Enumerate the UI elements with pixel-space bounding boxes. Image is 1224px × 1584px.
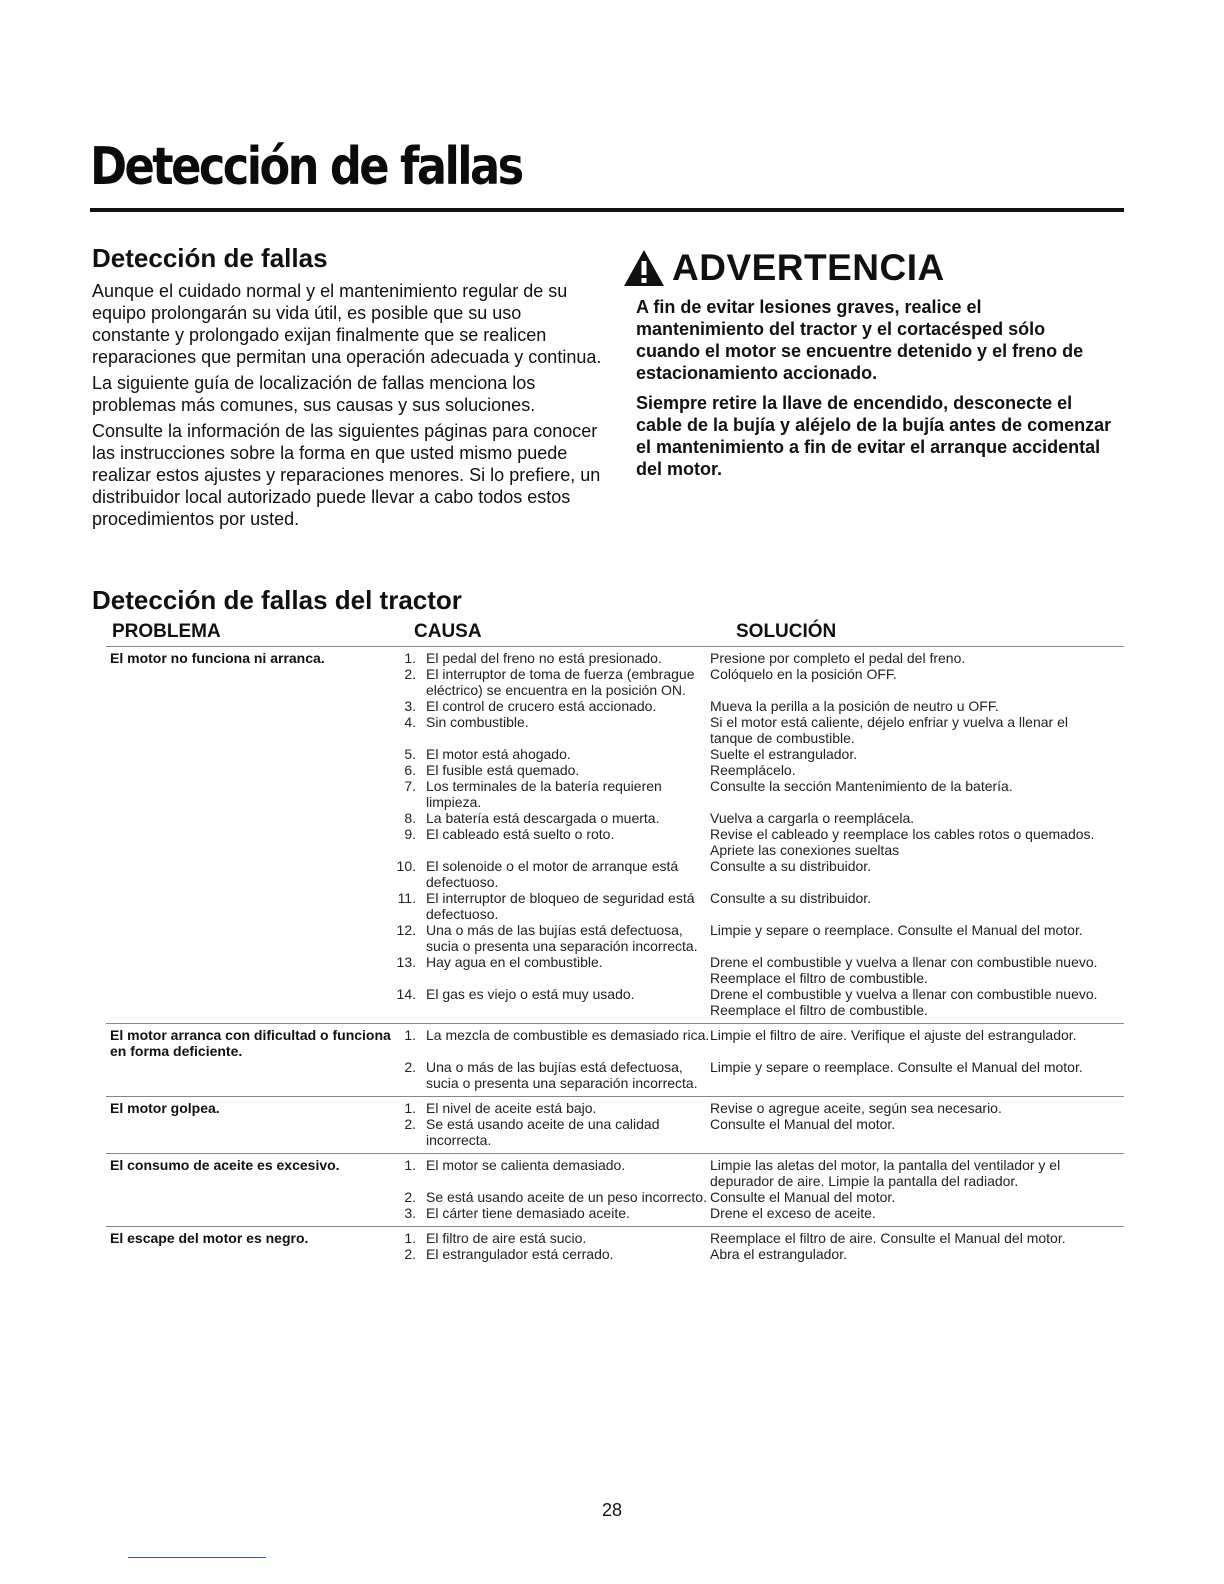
problem-group bbox=[106, 1153, 1124, 1226]
cause-number: 14. bbox=[396, 986, 416, 1002]
warning-header bbox=[622, 246, 1112, 290]
page-number: 28 bbox=[601, 1500, 623, 1520]
cause-number: 5. bbox=[404, 746, 416, 762]
cause-number: 2. bbox=[404, 1189, 416, 1205]
solution-cell: Consulte el Manual del motor. bbox=[710, 1116, 896, 1132]
cause-number: 3. bbox=[404, 698, 416, 714]
solution-cell: Drene el exceso de aceite. bbox=[710, 1205, 876, 1221]
cause-number: 3. bbox=[404, 1205, 416, 1221]
cause-cell: El motor se calienta demasiado. bbox=[426, 1157, 626, 1173]
footer-line bbox=[128, 1557, 266, 1558]
problem-cell bbox=[106, 1189, 392, 1205]
column-header-cause: CAUSA bbox=[414, 621, 482, 642]
cause-number: 1. bbox=[404, 1027, 416, 1043]
cause-number: 10. bbox=[396, 858, 416, 874]
solution-cell: Revise el cableado y reemplace los cables rotos o quemados. Apriete las conexiones sueltas bbox=[710, 826, 1095, 858]
solution-cell: Limpie y separe o reemplace. Consulte el Manual del motor. bbox=[710, 1059, 1083, 1075]
problem-cell bbox=[106, 698, 392, 714]
solution-cell: Presione por completo el pedal del freno. bbox=[710, 650, 966, 666]
cause-cell: El pedal del freno no está presionado. bbox=[426, 650, 662, 666]
solution-cell: Colóquelo en la posición OFF. bbox=[710, 666, 897, 682]
cause-cell: El solenoide o el motor de arranque está defectuoso. bbox=[426, 858, 679, 890]
problem-group bbox=[106, 1226, 1124, 1267]
table-row bbox=[106, 810, 1124, 826]
cause-number: 2. bbox=[404, 1059, 416, 1075]
table-row bbox=[106, 1205, 1124, 1221]
warning-paragraph: Siempre retire la llave de encendido, desconecte el cable de la bujía y aléjelo de la bujía antes de comenzar el mantenimiento a fin de evitar el arranque accidental del motor. bbox=[636, 393, 1112, 479]
problem-cell: El motor golpea. bbox=[110, 1100, 220, 1116]
cause-number: 1. bbox=[404, 1230, 416, 1246]
solution-cell: Drene el combustible y vuelva a llenar con combustible nuevo. Reemplace el filtro de combustible. bbox=[710, 954, 1098, 986]
problem-cell: El consumo de aceite es excesivo. bbox=[110, 1157, 340, 1173]
troubleshooting-table bbox=[106, 646, 1124, 1267]
cause-number: 12. bbox=[396, 922, 416, 938]
problem-group bbox=[106, 1096, 1124, 1153]
cause-cell: Se está usando aceite de un peso incorrecto. bbox=[426, 1189, 707, 1205]
cause-cell: El nivel de aceite está bajo. bbox=[426, 1100, 597, 1116]
solution-cell: Consulte a su distribuidor. bbox=[710, 858, 872, 874]
warning-box bbox=[622, 246, 1112, 488]
table-row bbox=[106, 666, 1124, 698]
problem-cell bbox=[106, 826, 392, 858]
solution-cell: Si el motor está caliente, déjelo enfriar y vuelva a llenar el tanque de combustible. bbox=[710, 714, 1068, 746]
cause-cell: La mezcla de combustible es demasiado rica. bbox=[426, 1027, 710, 1043]
problem-cell bbox=[106, 954, 392, 986]
column-header-problem: PROBLEMA bbox=[112, 621, 221, 642]
solution-cell: Revise o agregue aceite, según sea necesario. bbox=[710, 1100, 1002, 1116]
cause-cell: Una o más de las bujías está defectuosa, sucia o presenta una separación incorrecta. bbox=[426, 1059, 698, 1091]
intro-paragraph: Aunque el cuidado normal y el mantenimiento regular de su equipo prolongarán su vida útil, es posible que su uso constante y prolongado exijan finalmente que se realicen reparaciones que permitan una operación adecuada y continua. bbox=[92, 281, 602, 367]
cause-cell: Hay agua en el combustible. bbox=[426, 954, 603, 970]
table-row bbox=[106, 954, 1124, 986]
solution-cell: Suelte el estrangulador. bbox=[710, 746, 858, 762]
problem-cell: El motor arranca con dificultad o funciona en forma deficiente. bbox=[110, 1027, 391, 1059]
problem-cell bbox=[106, 746, 392, 762]
cause-cell: El interruptor de toma de fuerza (embrague eléctrico) se encuentra en la posición ON. bbox=[426, 666, 695, 698]
cause-number: 8. bbox=[404, 810, 416, 826]
cause-cell: El interruptor de bloqueo de seguridad está defectuoso. bbox=[426, 890, 695, 922]
cause-number: 6. bbox=[404, 762, 416, 778]
cause-cell: El filtro de aire está sucio. bbox=[426, 1230, 587, 1246]
intro-section bbox=[92, 242, 604, 534]
problem-group bbox=[106, 1023, 1124, 1096]
cause-cell: Se está usando aceite de una calidad incorrecta. bbox=[426, 1116, 660, 1148]
problem-cell: El escape del motor es negro. bbox=[110, 1230, 309, 1246]
cause-number: 11. bbox=[397, 890, 416, 906]
table-row bbox=[106, 762, 1124, 778]
problem-group bbox=[106, 646, 1124, 1023]
problem-cell bbox=[106, 1116, 392, 1148]
table-row bbox=[106, 746, 1124, 762]
cause-cell: El cárter tiene demasiado aceite. bbox=[426, 1205, 630, 1221]
table-row bbox=[106, 1059, 1124, 1091]
cause-number: 2. bbox=[404, 666, 416, 682]
problem-cell bbox=[106, 890, 392, 922]
cause-cell: Los terminales de la batería requieren limpieza. bbox=[426, 778, 662, 810]
problem-cell bbox=[106, 1205, 392, 1221]
column-header-solution: SOLUCIÓN bbox=[736, 621, 837, 642]
solution-cell: Consulte la sección Mantenimiento de la batería. bbox=[710, 778, 1013, 794]
table-row bbox=[106, 1100, 1124, 1116]
table-row bbox=[106, 1246, 1124, 1262]
solution-cell: Consulte el Manual del motor. bbox=[710, 1189, 896, 1205]
table-row bbox=[106, 1230, 1124, 1246]
title-rule bbox=[90, 208, 1124, 212]
problem-cell bbox=[106, 778, 392, 810]
solution-cell: Drene el combustible y vuelva a llenar con combustible nuevo. Reemplace el filtro de combustible. bbox=[710, 986, 1098, 1018]
problem-cell bbox=[106, 922, 392, 954]
cause-cell: El motor está ahogado. bbox=[426, 746, 571, 762]
table-row bbox=[106, 986, 1124, 1018]
intro-heading: Detección de fallas bbox=[92, 243, 328, 273]
table-row bbox=[106, 650, 1124, 666]
problem-cell bbox=[106, 1059, 392, 1091]
cause-number: 4. bbox=[404, 714, 416, 730]
solution-cell: Vuelva a cargarla o reemplácela. bbox=[710, 810, 915, 826]
cause-number: 1. bbox=[404, 650, 416, 666]
cause-cell: El control de crucero está accionado. bbox=[426, 698, 657, 714]
solution-cell: Consulte a su distribuidor. bbox=[710, 890, 872, 906]
problem-cell bbox=[106, 1246, 392, 1262]
solution-cell: Limpie y separe o reemplace. Consulte el Manual del motor. bbox=[710, 922, 1083, 938]
table-row bbox=[106, 1116, 1124, 1148]
table-row bbox=[106, 858, 1124, 890]
cause-cell: El estrangulador está cerrado. bbox=[426, 1246, 614, 1262]
warning-paragraph: A fin de evitar lesiones graves, realice el mantenimiento del tractor y el cortacésped sólo cuando el motor se encuentre detenido y el freno de estacionamiento accionado. bbox=[636, 297, 1084, 383]
solution-cell: Mueva la perilla a la posición de neutro u OFF. bbox=[710, 698, 999, 714]
problem-cell bbox=[106, 714, 392, 746]
solution-cell: Limpie el filtro de aire. Verifique el ajuste del estrangulador. bbox=[710, 1027, 1077, 1043]
intro-paragraph: La siguiente guía de localización de fallas menciona los problemas más comunes, sus causas y sus soluciones. bbox=[92, 373, 536, 415]
cause-cell: Una o más de las bujías está defectuosa, sucia o presenta una separación incorrecta. bbox=[426, 922, 698, 954]
cause-cell: El cableado está suelto o roto. bbox=[426, 826, 615, 842]
cause-cell: Sin combustible. bbox=[426, 714, 529, 730]
cause-number: 7. bbox=[404, 778, 416, 794]
problem-cell bbox=[106, 762, 392, 778]
solution-cell: Limpie las aletas del motor, la pantalla del ventilador y el depurador de aire. Limpie la pantalla del radiador. bbox=[710, 1157, 1061, 1189]
table-row bbox=[106, 890, 1124, 922]
problem-cell bbox=[106, 810, 392, 826]
page-title: Detección de fallas bbox=[90, 137, 522, 197]
problem-cell bbox=[106, 986, 392, 1018]
table-title: Detección de fallas del tractor bbox=[92, 585, 462, 615]
warning-heading: ADVERTENCIA bbox=[672, 247, 945, 288]
cause-number: 2. bbox=[404, 1246, 416, 1262]
table-row bbox=[106, 826, 1124, 858]
solution-cell: Reemplace el filtro de aire. Consulte el Manual del motor. bbox=[710, 1230, 1066, 1246]
table-row bbox=[106, 1189, 1124, 1205]
cause-number: 1. bbox=[404, 1157, 416, 1173]
cause-cell: La batería está descargada o muerta. bbox=[426, 810, 660, 826]
table-row bbox=[106, 714, 1124, 746]
table-row bbox=[106, 1027, 1124, 1059]
solution-cell: Reemplácelo. bbox=[710, 762, 796, 778]
cause-cell: El gas es viejo o está muy usado. bbox=[426, 986, 635, 1002]
table-row bbox=[106, 1157, 1124, 1189]
cause-cell: El fusible está quemado. bbox=[426, 762, 580, 778]
cause-number: 13. bbox=[396, 954, 416, 970]
warning-triangle-icon bbox=[622, 248, 666, 288]
table-row bbox=[106, 922, 1124, 954]
solution-cell: Abra el estrangulador. bbox=[710, 1246, 847, 1262]
problem-cell bbox=[106, 666, 392, 698]
problem-cell bbox=[106, 858, 392, 890]
intro-paragraph: Consulte la información de las siguientes páginas para conocer las instrucciones sobre la forma en que usted mismo puede realizar estos ajustes y reparaciones menores. Si lo prefiere, un distribuidor local autorizado puede llevar a cabo todos estos procedimientos por usted. bbox=[92, 421, 601, 529]
table-row bbox=[106, 778, 1124, 810]
cause-number: 2. bbox=[404, 1116, 416, 1132]
cause-number: 1. bbox=[404, 1100, 416, 1116]
table-row bbox=[106, 698, 1124, 714]
problem-cell: El motor no funciona ni arranca. bbox=[110, 650, 325, 666]
cause-number: 9. bbox=[404, 826, 416, 842]
